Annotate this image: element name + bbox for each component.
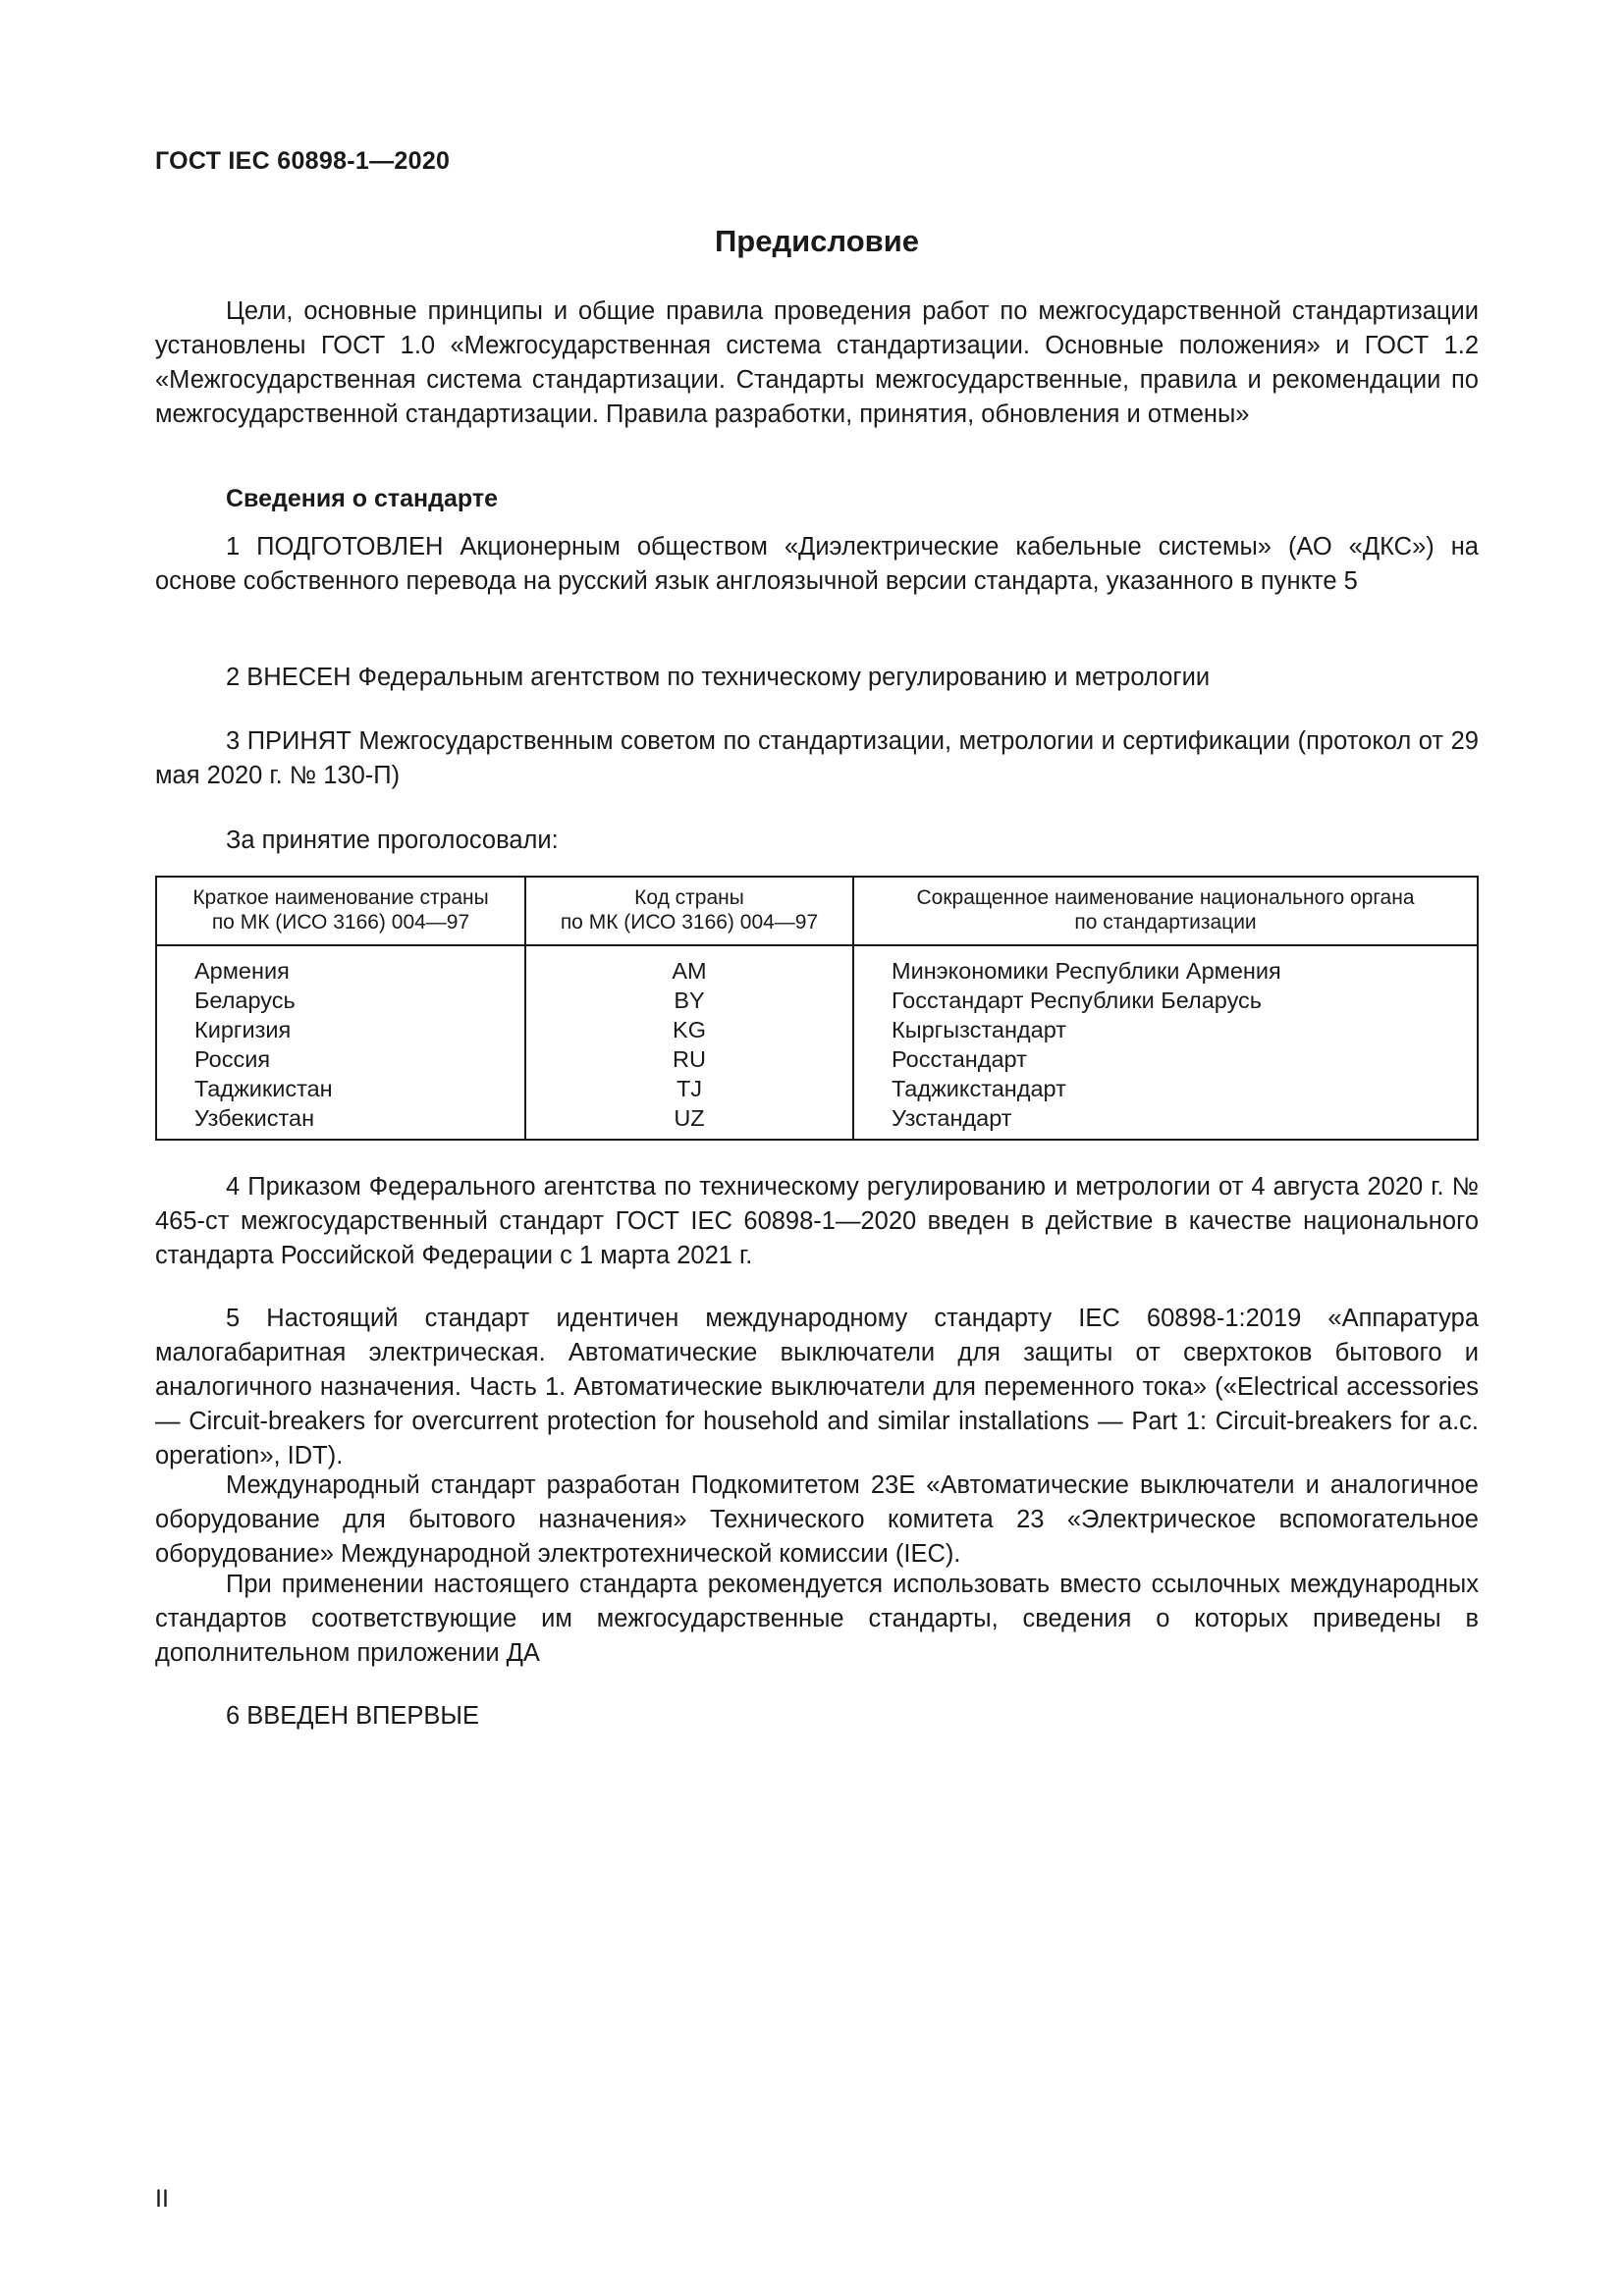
table-cell-code: TJ (525, 1074, 853, 1103)
table-cell-country: Таджикистан (194, 1076, 333, 1101)
page-number: II (155, 2185, 169, 2213)
table-row (156, 1074, 1478, 1103)
page-title: Предисловие (714, 224, 919, 258)
table-row (156, 986, 1478, 1015)
table-cell-code: RU (525, 1044, 853, 1074)
table-cell-code: UZ (525, 1103, 853, 1140)
voted-label: За принятие проголосовали: (226, 827, 559, 854)
table-cell-body: Кыргызстандарт (853, 1015, 1478, 1044)
document-page (155, 0, 1479, 2296)
table-cell-body: Росстандарт (853, 1044, 1478, 1074)
item-5-paragraph-3: При применении настоящего стандарта рекомендуется использовать вместо ссылочных международных стандартов соответствующие им межгосударственные стандарты, сведения о которых приведены в дополнительном приложении ДА (155, 1571, 1479, 1667)
table-row (156, 1103, 1478, 1140)
table-row (156, 1015, 1478, 1044)
voting-table (155, 876, 1479, 1141)
table-cell-body: Узстандарт (853, 1103, 1478, 1140)
table-cell-body: Госстандарт Республики Беларусь (853, 986, 1478, 1015)
table-header-body: Сокращенное наименование национального органа по стандартизации (853, 877, 1478, 945)
table-cell-country: Армения (194, 958, 290, 984)
item-1-paragraph: 1 ПОДГОТОВЛЕН Акционерным обществом «Диэлектрические кабельные системы» (АО «ДКС») на основе собственного перевода на русский язык англоязычной версии стандарта, указанного в пункте 5 (155, 533, 1479, 595)
table-row (156, 945, 1478, 986)
table-cell-country: Россия (194, 1046, 271, 1072)
table-header-row (156, 877, 1478, 945)
table-header-code: Код страны по МК (ИСО 3166) 004—97 (525, 877, 853, 945)
table-row (156, 1044, 1478, 1074)
table-cell-code: BY (525, 986, 853, 1015)
table-cell-body: Минэкономики Республики Армения (853, 945, 1478, 986)
table-cell-country: Киргизия (194, 1017, 292, 1042)
item-3-paragraph: 3 ПРИНЯТ Межгосударственным советом по стандартизации, метрологии и сертификации (протокол от 29 мая 2020 г. № 130-П) (155, 727, 1479, 789)
item-4-paragraph: 4 Приказом Федерального агентства по техническому регулированию и метрологии от 4 августа 2020 г. № 465-ст межгосударственный стандарт ГОСТ IEC 60898-1—2020 введен в действие в качестве национального стандарта Российской Федерации с 1 марта 2021 г. (155, 1173, 1479, 1269)
document-code: ГОСТ IEC 60898-1—2020 (155, 147, 451, 175)
table-cell-country: Узбекистан (194, 1105, 315, 1131)
item-5-paragraph: 5 Настоящий стандарт идентичен международному стандарту IEC 60898-1:2019 «Аппаратура малогабаритная электрическая. Автоматические выключатели для защиты от сверхтоков бытового и аналогичного назначения. Часть 1. Автоматические выключатели для переменного тока» («Electrical accessories — Circuit-breakers for overcurrent protection for household and similar installations — Part 1: Circuit-breakers for a.c. operation», IDT). (155, 1305, 1479, 1469)
table-cell-code: KG (525, 1015, 853, 1044)
table-header-country: Краткое наименование страны по МК (ИСО 3166) 004—97 (156, 877, 525, 945)
section-heading: Сведения о стандарте (226, 485, 499, 512)
intro-paragraph: Цели, основные принципы и общие правила проведения работ по межгосударственной стандартизации установлены ГОСТ 1.0 «Межгосударственная система стандартизации. Основные положения» и ГОСТ 1.2 «Межгосударственная система стандартизации. Стандарты межгосударственные, правила и рекомендации по межгосударственной стандартизации. Правила разработки, принятия, обновления и отмены» (155, 297, 1479, 428)
table-cell-country: Беларусь (194, 988, 296, 1013)
table-cell-code: AM (525, 945, 853, 986)
table-cell-body: Таджикстандарт (853, 1074, 1478, 1103)
item-6-paragraph: 6 ВВЕДЕН ВПЕРВЫЕ (226, 1702, 480, 1730)
item-2-paragraph: 2 ВНЕСЕН Федеральным агентством по техническому регулированию и метрологии (226, 664, 1211, 691)
item-5-paragraph-2: Международный стандарт разработан Подкомитетом 23Е «Автоматические выключатели и аналогичное оборудование для бытового назначения» Технического комитета 23 «Электрическое вспомогательное оборудование» Международной электротехнической комиссии (IEC). (155, 1471, 1479, 1568)
